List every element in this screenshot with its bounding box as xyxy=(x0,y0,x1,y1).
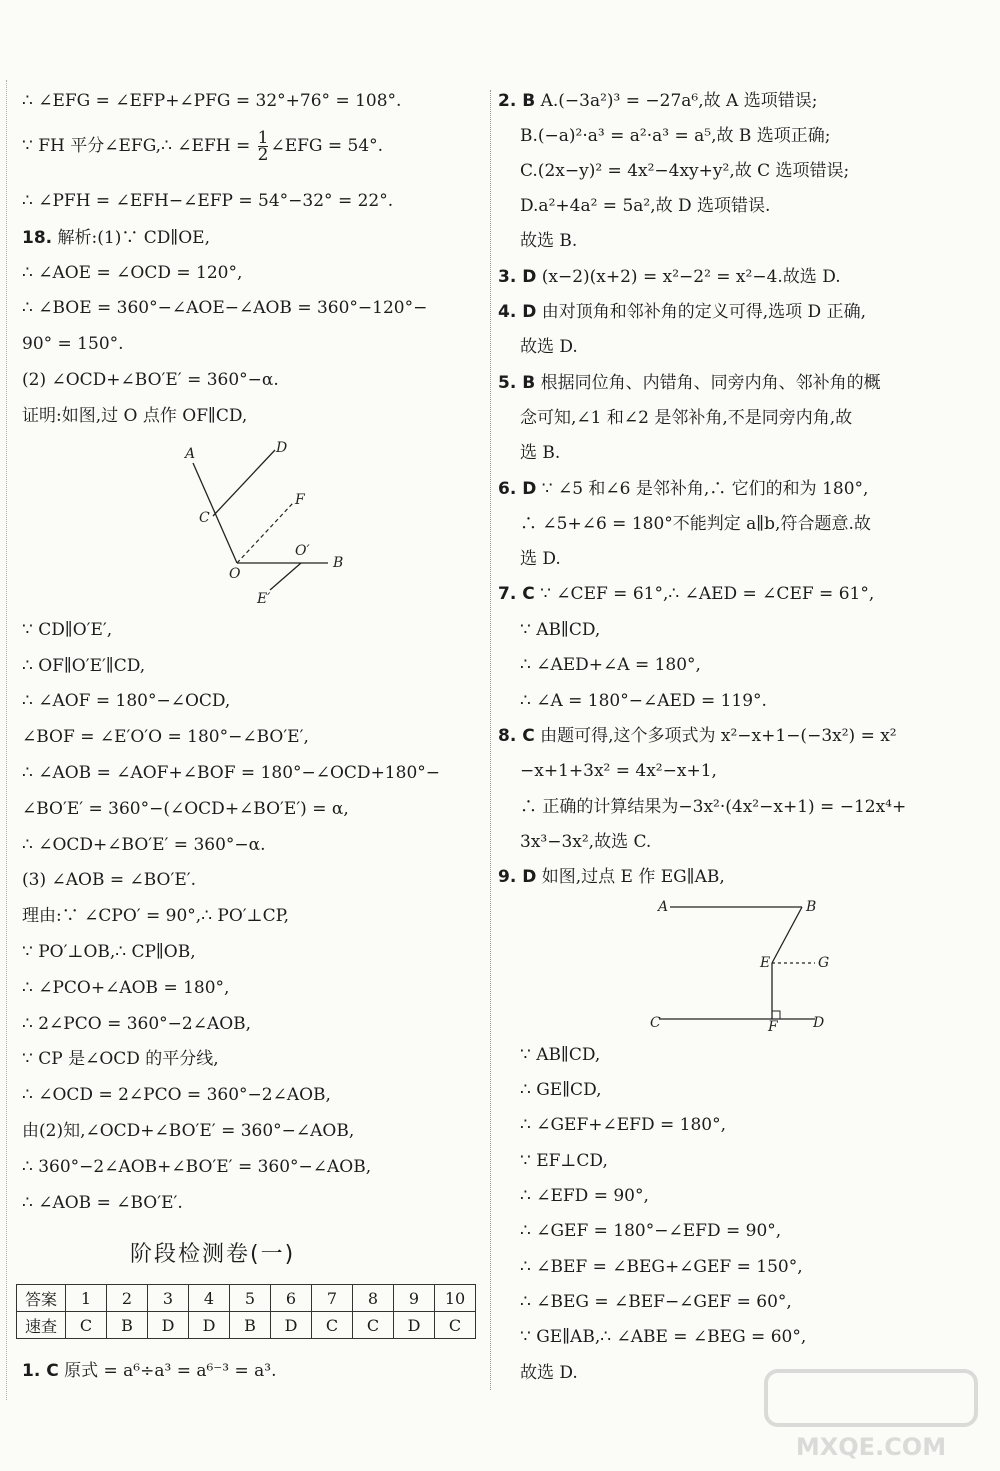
right-line xyxy=(520,407,852,429)
left-line xyxy=(22,297,427,319)
question-number: 8. C xyxy=(498,726,535,746)
solution-text: 90° = 150°. xyxy=(22,334,124,354)
fraction-denominator: 2 xyxy=(257,145,269,165)
left-line xyxy=(22,869,196,891)
left-line xyxy=(22,834,266,856)
right-line xyxy=(498,583,874,605)
solution-text: 如图,过点 E 作 EG∥AB, xyxy=(536,867,725,887)
solution-text: ∴ ∠EFD = 90°, xyxy=(520,1186,649,1206)
left-line xyxy=(22,977,229,999)
solution-text: (3) ∠AOB = ∠BO′E′. xyxy=(22,870,197,890)
left-line xyxy=(22,405,247,427)
solution-text: ∠BOF = ∠E′O′O = 180°−∠BO′E′, xyxy=(22,727,309,747)
solution-text: 由对顶角和邻补角的定义可得,选项 D 正确, xyxy=(536,302,866,322)
left-line xyxy=(22,1360,276,1382)
solution-text: ∴ 2∠PCO = 360°−2∠AOB, xyxy=(22,1014,252,1034)
answer-cell: D xyxy=(271,1312,312,1339)
solution-text: ∵ ∠CEF = 61°,∴ ∠AED = ∠CEF = 61°, xyxy=(534,584,875,604)
solution-text: ∵ AB∥CD, xyxy=(520,1045,601,1065)
left-line xyxy=(22,130,383,163)
answer-cell: C xyxy=(312,1312,353,1339)
question-number-cell: 7 xyxy=(312,1285,353,1312)
solution-text: 念可知,∠1 和∠2 是邻补角,不是同旁内角,故 xyxy=(520,408,853,428)
right-line xyxy=(498,90,817,112)
fig1-label-c: C xyxy=(199,510,210,526)
right-line xyxy=(520,619,600,641)
right-line xyxy=(520,1220,781,1242)
question-number-cell: 2 xyxy=(107,1285,148,1312)
solution-text: ∴ ∠AOF = 180°−∠OCD, xyxy=(22,691,231,711)
fig2-label-c: C xyxy=(650,1015,661,1031)
solution-text: (2) ∠OCD+∠BO′E′ = 360°−α. xyxy=(22,370,279,390)
right-line xyxy=(520,1044,600,1066)
solution-text: ∴ ∠BOE = 360°−∠AOE−∠AOB = 360°−120°− xyxy=(22,298,428,318)
question-number: 1. C xyxy=(22,1361,59,1381)
solution-text: 理由:∵ ∠CPO′ = 90°,∴ PO′⊥CP, xyxy=(22,906,290,926)
fraction xyxy=(258,130,269,163)
question-number: 18. xyxy=(22,228,53,248)
solution-text: ∴ ∠AOE = ∠OCD = 120°, xyxy=(22,263,243,283)
solution-text: ∵ CD∥O′E′, xyxy=(22,620,113,640)
fig1-label-f: F xyxy=(295,492,305,508)
left-line xyxy=(22,941,196,963)
solution-text: ∠BO′E′ = 360°−(∠OCD+∠BO′E′) = α, xyxy=(22,799,349,819)
answer-cell: D xyxy=(148,1312,189,1339)
solution-text: ∴ ∠BEG = ∠BEF−∠GEF = 60°, xyxy=(520,1292,792,1312)
right-line xyxy=(520,831,651,853)
watermark-text: MXQE.COM xyxy=(795,1433,947,1461)
solution-text: ∴ ∠GEF+∠EFD = 180°, xyxy=(520,1115,726,1135)
left-line xyxy=(22,369,279,391)
solution-text: ∴ ∠AED+∠A = 180°, xyxy=(520,655,701,675)
fraction-numerator: 1 xyxy=(257,128,269,148)
left-line xyxy=(22,333,124,355)
solution-text: ∴ ∠AOB = ∠BO′E′. xyxy=(22,1193,183,1213)
left-line xyxy=(22,905,289,927)
right-line xyxy=(520,548,561,570)
solution-text: ∴ ∠A = 180°−∠AED = 119°. xyxy=(520,691,767,711)
right-line xyxy=(520,760,717,782)
fig2-label-g: G xyxy=(818,955,830,971)
fig2-label-b: B xyxy=(806,899,817,915)
figure-angle-diagram-1 xyxy=(175,438,365,608)
left-line xyxy=(22,227,210,249)
solution-text: ∴ 正确的计算结果为−3x²·(4x²−x+1) = −12x⁴+ xyxy=(520,797,907,817)
right-line xyxy=(520,1256,803,1278)
question-number: 3. D xyxy=(498,267,537,287)
left-line xyxy=(22,619,112,641)
right-line xyxy=(520,654,701,676)
solution-text: ∵ CP 是∠OCD 的平分线, xyxy=(22,1049,219,1069)
question-number-cell: 8 xyxy=(353,1285,394,1312)
right-line xyxy=(520,513,871,535)
right-line xyxy=(520,442,560,464)
column-divider xyxy=(490,90,491,1390)
right-line xyxy=(520,160,849,182)
right-line xyxy=(498,301,866,323)
question-number: 5. B xyxy=(498,373,536,393)
right-line xyxy=(520,1185,649,1207)
fig1-label-e-prime: E′ xyxy=(257,591,271,607)
question-number: 7. C xyxy=(498,584,535,604)
solution-text: ∴ ∠PCO+∠AOB = 180°, xyxy=(22,978,230,998)
solution-text: ∴ GE∥CD, xyxy=(520,1080,602,1100)
left-line xyxy=(22,1156,371,1178)
right-line xyxy=(520,1079,602,1101)
solution-text: 由题可得,这个多项式为 x²−x+1−(−3x²) = x² xyxy=(534,726,897,746)
left-line xyxy=(22,690,230,712)
left-line xyxy=(22,762,440,784)
left-line xyxy=(22,726,309,748)
fig2-label-a: A xyxy=(658,899,669,915)
solution-text: 原式 = a⁶÷a³ = a⁶⁻³ = a³. xyxy=(58,1361,277,1381)
solution-text: ∵ PO′⊥OB,∴ CP∥OB, xyxy=(22,942,196,962)
answer-table-answer-row xyxy=(17,1312,476,1339)
right-line xyxy=(498,372,881,394)
solution-text: ∴ ∠AOB = ∠AOF+∠BOF = 180°−∠OCD+180°− xyxy=(22,763,441,783)
left-line xyxy=(22,190,393,212)
figure-parallel-lines-2 xyxy=(650,895,840,1035)
solution-text: 故选 B. xyxy=(520,231,578,251)
left-line xyxy=(22,1192,183,1214)
answer-cell: C xyxy=(353,1312,394,1339)
answer-cell: C xyxy=(66,1312,107,1339)
watermark-logo xyxy=(756,1363,986,1463)
fig2-label-f: F xyxy=(768,1019,778,1035)
solution-text: 根据同位角、内错角、同旁内角、邻补角的概 xyxy=(535,373,881,393)
left-line xyxy=(22,1048,219,1070)
solution-text: ∴ ∠GEF = 180°−∠EFD = 90°, xyxy=(520,1221,782,1241)
solution-text: ∴ ∠5+∠6 = 180°不能判定 a∥b,符合题意.故 xyxy=(520,514,871,534)
solution-text: ∠EFG = 54°. xyxy=(270,136,384,156)
right-line xyxy=(498,866,725,888)
fig2-label-e: E xyxy=(760,955,771,971)
right-line xyxy=(520,336,578,358)
left-line xyxy=(22,1120,354,1142)
solution-text: A.(−3a²)³ = −27a⁶,故 A 选项错误; xyxy=(535,91,818,111)
solution-text: 故选 D. xyxy=(520,1363,578,1383)
answer-cell: B xyxy=(230,1312,271,1339)
right-line xyxy=(520,1150,608,1172)
section-title: 阶段检测卷(一) xyxy=(130,1242,296,1267)
solution-text: B.(−a)²·a³ = a²·a³ = a⁵,故 B 选项正确; xyxy=(520,126,831,146)
solution-text: ∵ GE∥AB,∴ ∠ABE = ∠BEG = 60°, xyxy=(520,1327,807,1347)
solution-text: ∴ ∠OCD+∠BO′E′ = 360°−α. xyxy=(22,835,266,855)
solution-text: ∵ AB∥CD, xyxy=(520,620,601,640)
answer-cell: D xyxy=(189,1312,230,1339)
question-number: 6. D xyxy=(498,479,537,499)
solution-text: −x+1+3x² = 4x²−x+1, xyxy=(520,761,717,781)
answer-table-label: 答案 xyxy=(17,1285,66,1312)
answer-cell: C xyxy=(435,1312,476,1339)
question-number-cell: 5 xyxy=(230,1285,271,1312)
solution-text: 故选 D. xyxy=(520,337,578,357)
fig1-label-o: O xyxy=(229,566,241,582)
left-line xyxy=(22,262,242,284)
answer-cell: B xyxy=(107,1312,148,1339)
solution-text: D.a²+4a² = 5a²,故 D 选项错误. xyxy=(520,196,771,216)
solution-text: ∵ FH 平分∠EFG,∴ ∠EFH = xyxy=(22,136,256,156)
solution-text: ∴ ∠OCD = 2∠PCO = 360°−2∠AOB, xyxy=(22,1085,331,1105)
question-number-cell: 6 xyxy=(271,1285,312,1312)
right-line xyxy=(498,725,897,747)
fig1-label-o-prime: O′ xyxy=(295,543,310,559)
fig1-label-b: B xyxy=(333,555,344,571)
question-number-cell: 3 xyxy=(148,1285,189,1312)
solution-text: ∵ EF⊥CD, xyxy=(520,1151,608,1171)
solution-text: ∴ ∠EFG = ∠EFP+∠PFG = 32°+76° = 108°. xyxy=(22,91,402,111)
solution-text: 由(2)知,∠OCD+∠BO′E′ = 360°−∠AOB, xyxy=(22,1121,355,1141)
right-line xyxy=(520,1326,806,1348)
answer-table xyxy=(16,1284,476,1339)
solution-text: ∴ OF∥O′E′∥CD, xyxy=(22,656,146,676)
right-line xyxy=(520,796,906,818)
right-line xyxy=(520,195,770,217)
solution-text: ∴ ∠PFH = ∠EFH−∠EFP = 54°−32° = 22°. xyxy=(22,191,394,211)
question-number: 9. D xyxy=(498,867,537,887)
question-number-cell: 10 xyxy=(435,1285,476,1312)
question-number-cell: 4 xyxy=(189,1285,230,1312)
left-line xyxy=(22,655,145,677)
fig1-label-d: D xyxy=(276,440,288,456)
left-line xyxy=(22,1013,251,1035)
question-number-cell: 9 xyxy=(394,1285,435,1312)
question-number: 2. B xyxy=(498,91,536,111)
solution-text: 解析:(1)∵ CD∥OE, xyxy=(52,228,210,248)
right-line xyxy=(520,230,577,252)
solution-text: 证明:如图,过 O 点作 OF∥CD, xyxy=(22,406,248,426)
fig1-label-a: A xyxy=(185,446,196,462)
solution-text: 选 B. xyxy=(520,443,561,463)
answer-cell: D xyxy=(394,1312,435,1339)
solution-text: C.(2x−y)² = 4x²−4xy+y²,故 C 选项错误; xyxy=(520,161,850,181)
answer-table-label: 速查 xyxy=(17,1312,66,1339)
left-margin-rule xyxy=(6,80,7,1400)
right-line xyxy=(520,1291,792,1313)
right-line xyxy=(498,266,841,288)
solution-text: 选 D. xyxy=(520,549,561,569)
right-line xyxy=(520,690,767,712)
solution-text: 3x³−3x²,故选 C. xyxy=(520,832,652,852)
left-line xyxy=(22,1084,331,1106)
question-number-cell: 1 xyxy=(66,1285,107,1312)
right-line xyxy=(520,125,831,147)
left-line xyxy=(22,798,349,820)
solution-text: ∵ ∠5 和∠6 是邻补角,∴ 它们的和为 180°, xyxy=(536,479,869,499)
right-line xyxy=(520,1114,726,1136)
left-line xyxy=(22,90,401,112)
solution-text: ∴ 360°−2∠AOB+∠BO′E′ = 360°−∠AOB, xyxy=(22,1157,372,1177)
question-number: 4. D xyxy=(498,302,537,322)
solution-text: ∴ ∠BEF = ∠BEG+∠GEF = 150°, xyxy=(520,1257,803,1277)
right-line xyxy=(498,478,868,500)
answer-table-header-row xyxy=(17,1285,476,1312)
solution-text: (x−2)(x+2) = x²−2² = x²−4.故选 D. xyxy=(536,267,841,287)
right-line xyxy=(520,1362,578,1384)
fig2-label-d: D xyxy=(813,1015,825,1031)
